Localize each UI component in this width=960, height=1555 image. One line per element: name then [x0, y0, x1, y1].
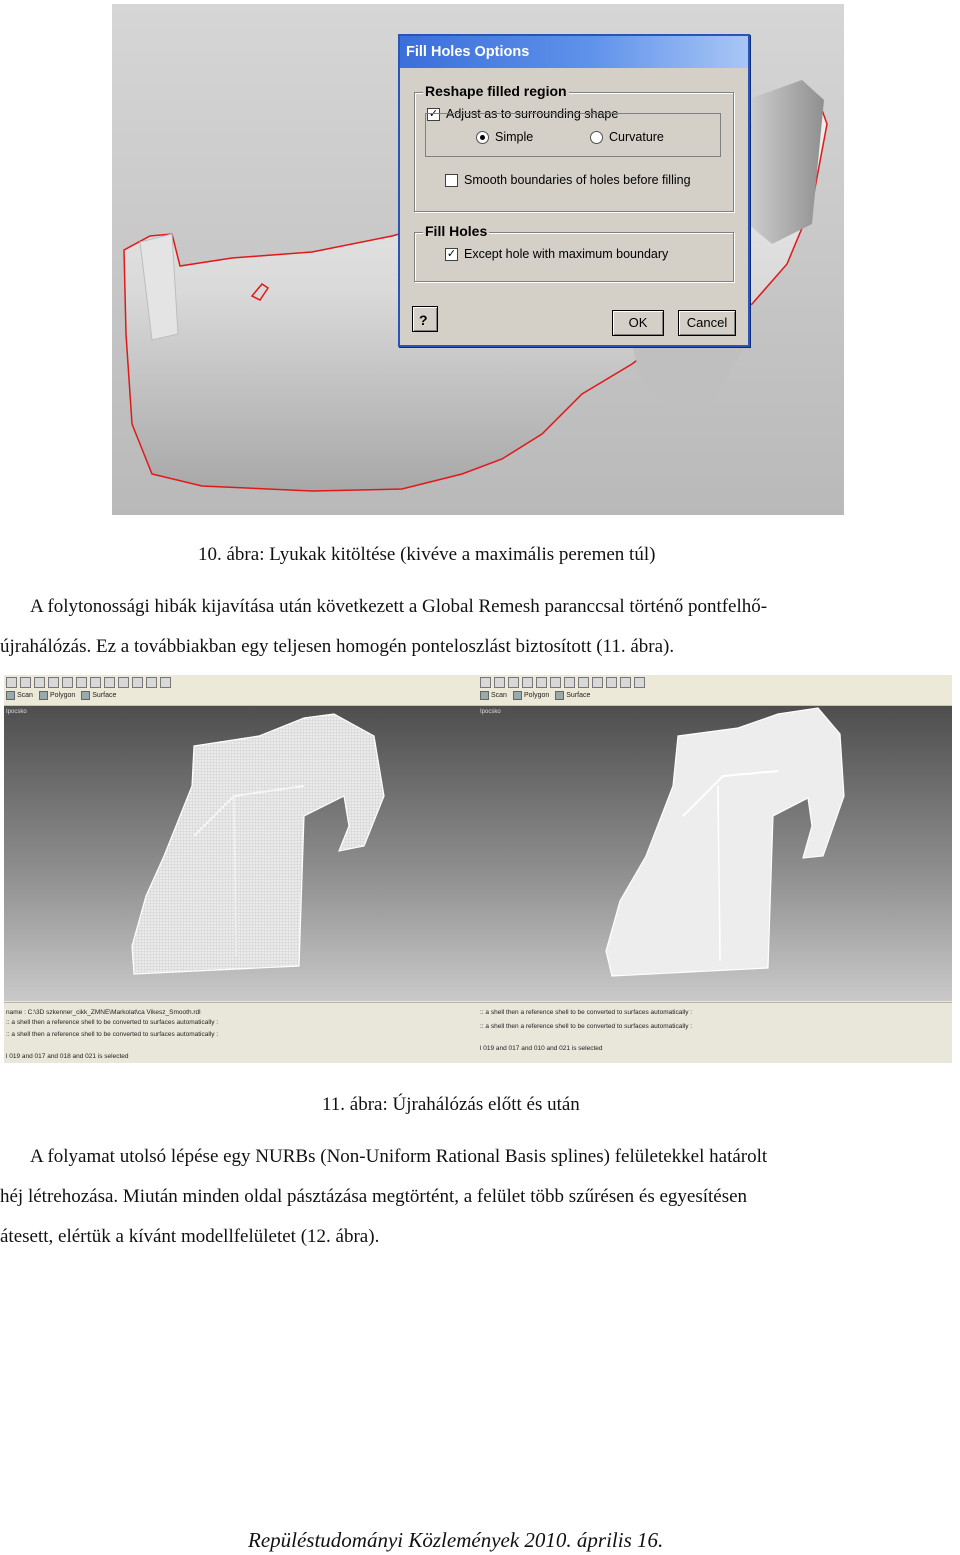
tab-polygon[interactable]: Polygon	[39, 691, 75, 700]
tool-icon[interactable]	[34, 677, 45, 688]
grip-mesh	[132, 714, 384, 974]
paragraph-1-line-2: újrahálózás. Ez a továbbiakban egy teljesen homogén ponteloszlást biztosított (11. ábra).	[0, 636, 675, 657]
paragraph-2-line-3: átesett, elértük a kívánt modellfelületet (12. ábra).	[0, 1226, 380, 1247]
tool-icon[interactable]	[508, 677, 519, 688]
tab-surface[interactable]: Surface	[555, 691, 590, 700]
reshape-group-label: Reshape filled region	[425, 83, 567, 99]
scan-icon	[480, 691, 489, 700]
smooth-checkbox[interactable]	[445, 174, 458, 187]
point-cloud-before	[4, 706, 478, 1001]
console-line: l 019 and 017 and 010 and 021 is selected	[480, 1045, 603, 1052]
tab-scan[interactable]: Scan	[480, 691, 507, 700]
radio-dot-icon	[480, 135, 485, 140]
tab-polygon[interactable]: Polygon	[513, 691, 549, 700]
figure-11-caption: 11. ábra: Újrahálózás előtt és után	[322, 1094, 580, 1115]
tool-icon[interactable]	[118, 677, 129, 688]
tool-icon[interactable]	[536, 677, 547, 688]
fill-holes-group	[414, 223, 734, 282]
figure-10-screenshot	[112, 4, 844, 515]
tool-icon[interactable]	[620, 677, 631, 688]
tool-icon[interactable]	[160, 677, 171, 688]
except-checkbox[interactable]	[445, 248, 458, 261]
paragraph-2-line-2: héj létrehozása. Miután minden oldal pásztázása megtörtént, a felület több szűrésen és egyesítésen	[0, 1186, 748, 1207]
paragraph-2-line-1: A folyamat utolsó lépése egy NURBs (Non-Uniform Rational Basis splines) felületekkel határolt	[30, 1146, 768, 1167]
simple-radio[interactable]	[476, 131, 489, 144]
svg-text:?: ?	[419, 312, 428, 328]
mode-tabs	[6, 691, 116, 700]
tool-icon[interactable]	[6, 677, 17, 688]
3d-viewport[interactable]	[4, 706, 478, 1001]
polygon-icon	[39, 691, 48, 700]
command-console	[478, 1002, 952, 1063]
remesh-before-pane	[4, 675, 478, 1063]
smooth-option[interactable]	[445, 173, 691, 187]
tool-icon[interactable]	[564, 677, 575, 688]
3d-viewport[interactable]	[478, 706, 952, 1001]
tool-icon[interactable]	[578, 677, 589, 688]
adjust-subgroup	[425, 113, 721, 157]
surface-icon	[81, 691, 90, 700]
console-line: :: a shell then a reference shell to be converted to surfaces automatically :	[480, 1023, 693, 1030]
mode-tabs	[480, 691, 590, 700]
tool-icon[interactable]	[90, 677, 101, 688]
tool-icon[interactable]	[76, 677, 87, 688]
check-mark-icon: ✓	[446, 247, 457, 260]
except-label: Except hole with maximum boundary	[464, 247, 669, 261]
tool-icon[interactable]	[522, 677, 533, 688]
fill-holes-options-dialog	[398, 34, 750, 347]
console-line: l 019 and 017 and 018 and 021 is selected	[6, 1053, 129, 1060]
help-button[interactable]	[412, 306, 438, 332]
tool-icon[interactable]	[146, 677, 157, 688]
tab-scan[interactable]: Scan	[6, 691, 33, 700]
fill-holes-group-label: Fill Holes	[425, 223, 488, 239]
tab-surface[interactable]: Surface	[81, 691, 116, 700]
curvature-radio[interactable]	[590, 131, 603, 144]
app-toolbar	[4, 675, 478, 706]
cancel-button[interactable]: Cancel	[678, 310, 736, 336]
console-line: name : C:\3D szkenner_cikk_ZMNE\Markolat\ca Vikesz_Smooth.rdl	[6, 1009, 201, 1016]
tool-icon[interactable]	[634, 677, 645, 688]
surface-icon	[555, 691, 564, 700]
console-line: :: a shell then a reference shell to be converted to surfaces automatically :	[6, 1019, 219, 1026]
page-footer: Repüléstudományi Közlemények 2010. április 16.	[248, 1528, 664, 1552]
dialog-title: Fill Holes Options	[400, 36, 748, 68]
tool-icon[interactable]	[480, 677, 491, 688]
grip-mesh	[606, 708, 844, 976]
toolbar-icons	[480, 677, 645, 688]
console-line: :: a shell then a reference shell to be converted to surfaces automatically :	[6, 1031, 219, 1038]
curvature-label: Curvature	[609, 130, 664, 144]
help-icon	[413, 307, 437, 331]
simple-label: Simple	[495, 130, 534, 144]
tool-icon[interactable]	[20, 677, 31, 688]
smooth-label: Smooth boundaries of holes before filling	[464, 173, 691, 187]
tool-icon[interactable]	[494, 677, 505, 688]
command-console	[4, 1002, 478, 1063]
check-mark-icon: ✓	[428, 107, 439, 120]
point-cloud-after	[478, 706, 952, 1001]
polygon-icon	[513, 691, 522, 700]
viewport-label: Ipocsko	[480, 709, 501, 715]
paragraph-1-line-1: A folytonossági hibák kijavítása után következett a Global Remesh paranccsal történő pontfelhő-	[30, 596, 768, 617]
tool-icon[interactable]	[48, 677, 59, 688]
scan-icon	[6, 691, 15, 700]
tool-icon[interactable]	[550, 677, 561, 688]
console-line: :: a shell then a reference shell to be converted to surfaces automatically :	[480, 1009, 693, 1016]
reshape-group	[414, 83, 734, 212]
ok-button[interactable]: OK	[612, 310, 664, 336]
app-toolbar	[478, 675, 952, 706]
simple-option[interactable]	[476, 130, 533, 144]
viewport-label: Ipocsko	[6, 709, 27, 715]
tool-icon[interactable]	[606, 677, 617, 688]
figure-11-screenshot	[4, 675, 952, 1063]
model-right-block	[748, 80, 824, 244]
adjust-label: Adjust as to surrounding shape	[446, 107, 619, 121]
except-option[interactable]	[445, 247, 668, 261]
tool-icon[interactable]	[62, 677, 73, 688]
tool-icon[interactable]	[132, 677, 143, 688]
remesh-after-pane	[478, 675, 952, 1063]
figure-10-caption: 10. ábra: Lyukak kitöltése (kivéve a maximális peremen túl)	[198, 544, 656, 565]
tool-icon[interactable]	[592, 677, 603, 688]
curvature-option[interactable]	[590, 130, 664, 144]
tool-icon[interactable]	[104, 677, 115, 688]
toolbar-icons	[6, 677, 171, 688]
